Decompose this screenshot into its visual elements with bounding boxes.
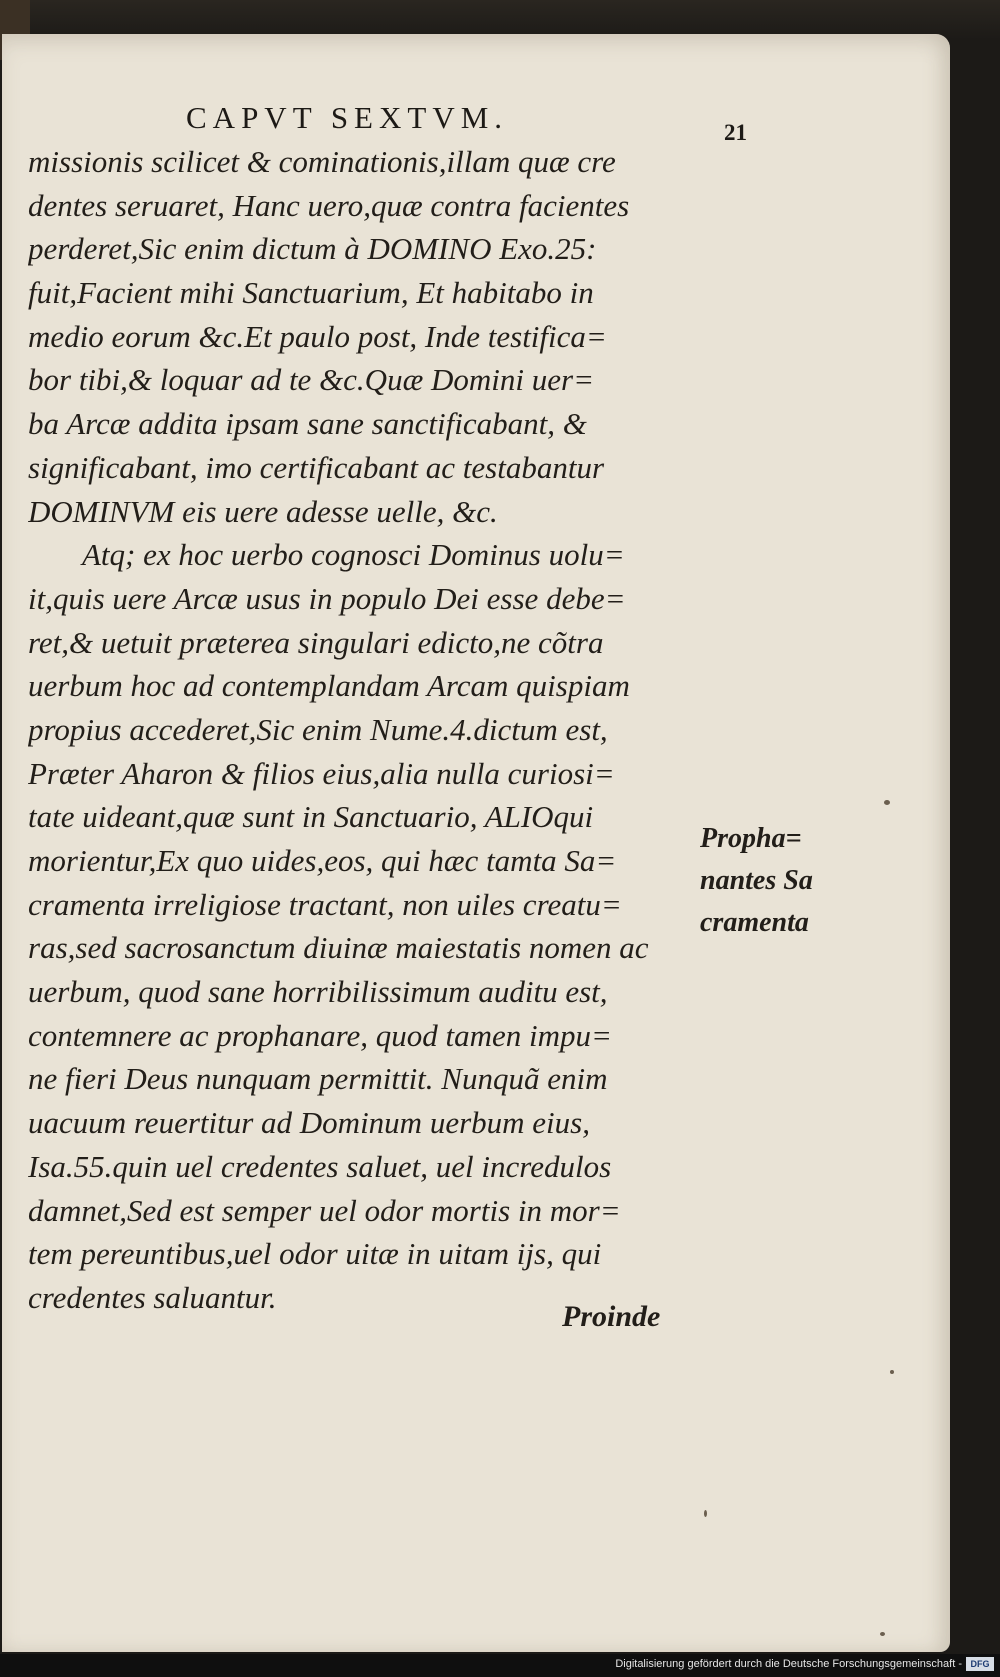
paragraph-start-line: Atq; ex hoc uerbo cognosci Dominus uolu= [82,537,625,573]
paper-speck [890,1370,894,1374]
text-line: damnet,Sed est semper uel odor mortis in mor= [28,1192,621,1228]
dfg-logo: DFG [966,1657,994,1671]
text-line: contemnere ac prophanare, quod tamen impu= [28,1017,612,1053]
text-line: bor tibi,& loquar ad te &c.Quæ Domini uer= [28,362,594,398]
text-line: ba Arcæ addita ipsam sane sanctificabant, & [28,406,587,442]
text-line: credentes saluantur. [28,1279,277,1315]
text-line: DOMINVM eis uere adesse uelle, &c. [28,493,498,529]
text-line: propius accederet,Sic enim Nume.4.dictum est, [28,711,608,747]
text-line: ne fieri Deus nunquam permittit. Nunquã enim [28,1061,608,1097]
funding-credit: Digitalisierung gefördert durch die Deutsche Forschungsgemeinschaft - [615,1658,962,1670]
text-line: it,quis uere Arcæ usus in populo Dei esse debe= [28,580,626,616]
text-line: dentes seruaret, Hanc uero,quæ contra facientes [28,187,630,223]
text-line: missionis scilicet & cominationis,illam quæ cre [28,144,616,179]
text-line: uacuum reuertitur ad Dominum uerbum eius, [28,1105,590,1141]
paper-speck [704,1510,707,1517]
margin-note-line: cramenta [700,907,809,938]
paper-speck [884,800,890,805]
text-line: perderet,Sic enim dictum à DOMINO Exo.25: [28,231,597,267]
text-line: morientur,Ex quo uides,eos, qui hæc tamta Sa= [28,843,617,878]
text-line: Isa.55.quin uel credentes saluet, uel incredulos [28,1148,612,1184]
body-text [28,140,718,1320]
text-line: ret,& uetuit præterea singulari edicto,ne cõtra [28,624,604,660]
catchword: Proinde [562,1300,661,1333]
text-line: uerbum, quod sane horribilissimum auditu est, [28,974,608,1010]
text-line: tate uideant,quæ sunt in Sanctuario, ALIOqui [28,799,594,835]
margin-note-line: Propha= [700,823,802,854]
text-line: significabant, imo certificabant ac testabantur [28,449,605,485]
text-line: cramenta irreligiose tractant, non uiles creatu= [28,886,622,922]
running-head: CAPVT SEXTVM. [186,100,509,135]
text-line: tem pereuntibus,uel odor uitæ in uitam ijs, qui [28,1236,602,1272]
text-line: uerbum hoc ad contemplandam Arcam quispiam [28,668,630,704]
text-line: medio eorum &c.Et paulo post, Inde testifica= [28,318,607,354]
text-line: fuit,Facient mihi Sanctuarium, Et habitabo in [28,275,594,311]
margin-note-line: nantes Sa [700,865,813,896]
text-line: ras,sed sacrosanctum diuinæ maiestatis nomen ac [28,930,649,966]
margin-note [700,818,813,944]
page-number: 21 [724,120,747,145]
text-line: Præter Aharon & filios eius,alia nulla curiosi= [28,755,615,791]
paper-speck [880,1632,885,1636]
